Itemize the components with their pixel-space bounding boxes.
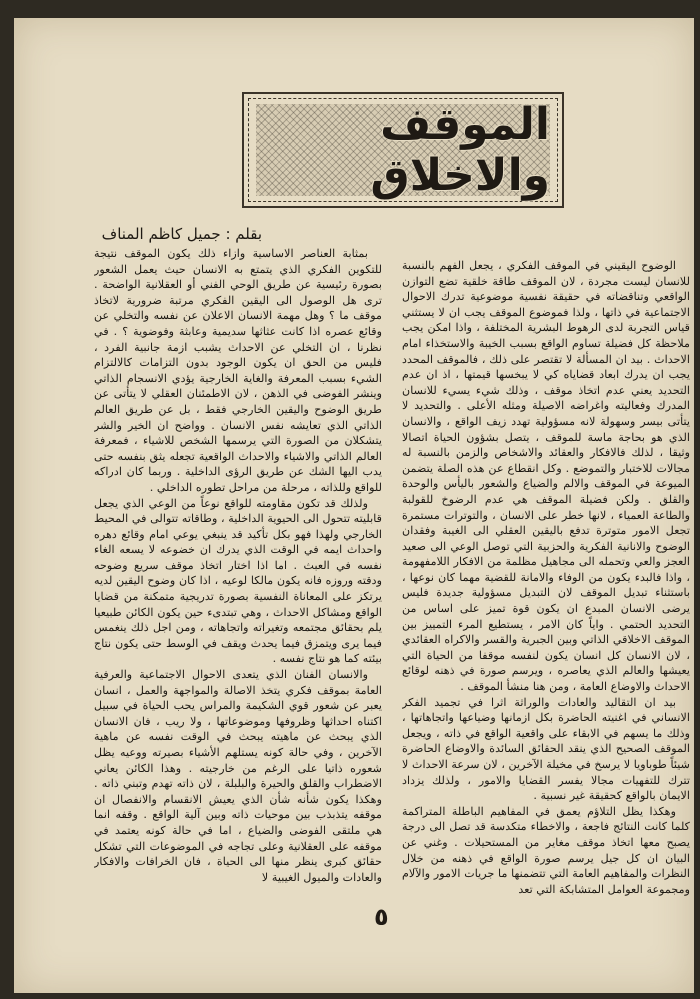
paragraph: بمثابة العناصر الاساسية وازاء ذلك يكون الموقف نتيجة للتكوين الفكري الذي يتمتع به الانسان حيث يعمل الشعور بصورة رئيسية عن طريق الوحي الفني أو العقلانية الواضحة . ترى هل الوصول الى اليقين الفكري مرتبة ضرورية لاتخاذ موقف ما ؟ وهل مهمة الانسان الاعلان عن نفسه والتخلي عن وقائع عصره اذا كانت عثاثها سديمية وعابثة وفوضوية ؟ . في نظرنا ، ان التخلي عن الاحداث يشبب ازمة جانبية الفرد ، فليس من الحق ان يكون الوجود بدون التزامات كالالتزام الشيء بسبب المعرفة والغاية الخارجية يؤدي الانسجام الذاتي وينشر الفوضى في الذهن ، لان الاطمئنان العقلي لا يتأتى عن طريق الوضوح واليقين الخارجي فقط ، بل عن طريق العالم الذاتي الذي تعايشه نفس الانسان . وواضح ان الخير والشر يتشكلان من الصورة التي يرسمها الشخص للاشياء ، فمعرفة العالم الذاتي والاشياء والاحداث الواقعية تجعله يثق بنفسه حتى يدب اليها الشك عن طريق الرؤى الداخلية . وربما كان ادراكه للواقع وللذاته ، مرحلة من مراحل تطوره الداخلي . — [94, 247, 382, 494]
author-byline: بقلم : جميل كاظم المناف — [101, 225, 262, 243]
title-frame — [242, 92, 564, 208]
text-column-left — [94, 246, 382, 926]
article-title: الموقف والاخلاق — [370, 99, 550, 201]
paragraph: بيد ان التقاليد والعادات والوراثة اثرا في تجميد الفكر الانساني في اغنيته الحاضرة بكل ازمانها وضياعها واتجاهاتها ، وذلك ما يسهم في الابقاء على واقعية الواقع في ذاته ، ويجعل الموقف الصحيح الذي ينقد الحقائق السائدة والاوضاع الحاضرة شيئاً طوباويا لا يرسخ في مخيلة الآخرين ، لان سرعة الاحداث لا تترك للتفهيات مجالا يفسر القضايا والامور ، ولذلك يزداد الايمان بالواقع كحقيقة غير نسبية . — [402, 695, 690, 803]
paragraph: والانسان الفنان الذي يتعدى الاحوال الاجتماعية والعرفية العامة بموقف فكري يتخذ الاصالة والمواجهة والعمل ، انسان يعبر عن شعور قوي الشكيمة والمراس يحب الحياة في سبيل اكتناه احداثها وظروفها وموضوعاتها ، ولا ريب ، فان الانسان الذي يبحث عن ماهيته يبحث في الوقت نفسه عن ماهية الآخرين ، وفي حالة كونه يستلهم الأشياء بصيرته ووعيه يظل شعوره ذاتيا على الرغم من خارجيته . وهذا الكائن يعاني الاضطراب والقلق والحيرة والبلبلة ، لان ذاته تهدم وتبني ذاته . وهكذا يكون شأنه شأن الذي يعيش الانقسام والانفصال ان موقفه يتذبذب بين موحيات ذاته وبين آلية الواقع . وقفه انما هي ملتقى الفوضى والضياع ، اما في حالة كونه يعتمد في موقفه على العقلانية وعلى تجاجه في الموضوعات التي تشكل حقائق كبرى ينظر منها الى الحياة ، فان الخرافات والافكار والعادات والميول الغيبية لا — [94, 668, 382, 884]
paragraph: ولذلك قد تكون مقاومته للواقع نوعاً من الوعي الذي يجعل قابليته تتحول الى الحيوية الداخلية ، وطاقاته تتوالى في المحيط الخارجي ولهذا فهو بكل تأكيد قد ينبغي يوعي امام وقائع دهره واحداث ايمه في الوقت الذي يدرك ان خضوعه لا يسعه الغاء نفسه في العبث . اما اذا اختار اتخاذ موقف سريع وضوحه ودقته وروزه فانه يكون مالكا لوعيه ، اذا كان وضوح اليقين لديه يرتكز على المعاناة النفسية بصورة تدريجية متمكنة من قضايا الواقع ومشاكل الاحداث ، وهي تبتدىء حين يكون الكائن طبيعيا يلم بحقائق مجتمعه وتغيراته واتجاهاته ، ومن اجل ذلك ينغمس فيما يرى ويتمزق فيما يحدث ويقف في الوسط حتى يكون نتاج بيئته كما هو نتاج نفسه . — [94, 496, 382, 666]
page-number: ٥ — [374, 903, 389, 931]
paragraph: وهكذا يظل التلاؤم يعمق في المفاهيم الباطلة المتراكمة كلما كانت النتائج فاجعة ، والاخطاء متكدسة قد تصل الى درجة يصبح معها اتخاذ موقف مغاير من المستحيلات . وغني عن البيان ان كل جيل يرسم صورة الواقع في ذهنه من خلال النظرات والمفاهيم العامة التي تتضمنها ما جريات الامور والآلام ومجموعة العوامل المتشابكة التي تعد — [402, 804, 690, 896]
paragraph: الوضوح اليقيني في الموقف الفكري ، يجعل الفهم بالنسبة للانسان ليست مجردة ، لان الموقف طاقة خلقية تضع التوازن الواقعي وتناقضاته في حقيقة نفسية موضوعية تدرك الاحوال الاجتماعية في ذاتها ، ولذا فموضوع الموقف يجب ان لا يستثني قياس التجربة لدى الرهوط البشرية المختلفة ، واذا امكن يجب ملاحظة كل فضيلة تساوم الواقع بسبب الخيبة والاستخذاء امام الاحداث . بيد ان المسألة لا تقتصر على ذلك ، فالموقف المحدد يجب ان يدرك ابعاد قضاياه كي لا يبخسها قيمتها ، اذ ان عدم التحديد يعني عدم اتخاذ موقف ، وذلك شيء يسيء للانسان المدرك وفعاليته واغراضه الاصيلة ومثله الأعلى . والتحديد لا يتأتى بيسر وسهولة لانه مسؤولية تهدد زيف الواقع ، والانسان الذي هو بحاجة ماسة للموقف ، يتصل بشؤون الحياة اتصالا وثيقا ، لذلك فالافكار والعقائد والاشخاص والزمن بالنسبة له مجالات للاختبار والتموضع . وكل انقطاع عن هذه الصلة يتضمن الميوعة في الموقف والالم والضياع والشعور باليأس والوحدة والقلق . ولكن فضيلة الموقف هي عدم الرضوخ للقولبة والطاعة العمياء ، لانها خطر على الانسان ، والتوترات مستمرة تجعل الامور متوترة تدفع باليقين العقلي الى الغيبة وفقدان الوضوح والانانية الفكرية والحزبية التي توصل الوعي الى صعيد العجز والعي وتحمله الى مجاهيل مظلمة من الافكار اللامفهومة ، واذا فالبدء يكون من الوفاء والامانة للقضية مهما كان نوعها ، باستثناء تبديل الموقف لان التبديل مسؤولية جديدة فليس يرضى الانسان المبدع ان يكون قوة تميز على اساس من التحديد الحتمي . واياً كان الامر ، يستطيع المرء التمييز بين الموقف الاخلاقي الذاتي وبين الجبرية والقسر والاكراه العقائدي ، لان الانسان كل انسان يكون لنفسه موقفا من الحياة التي يعيشها والعالم الذي يعاصره ، ويرسم صورة في ذهنه لوقائع الاحداث والاوضاع العامة ، ومن هنا منشأ الموقف . — [402, 259, 690, 694]
magazine-page — [14, 18, 694, 993]
text-column-right — [402, 258, 690, 938]
title-pattern — [256, 99, 550, 201]
